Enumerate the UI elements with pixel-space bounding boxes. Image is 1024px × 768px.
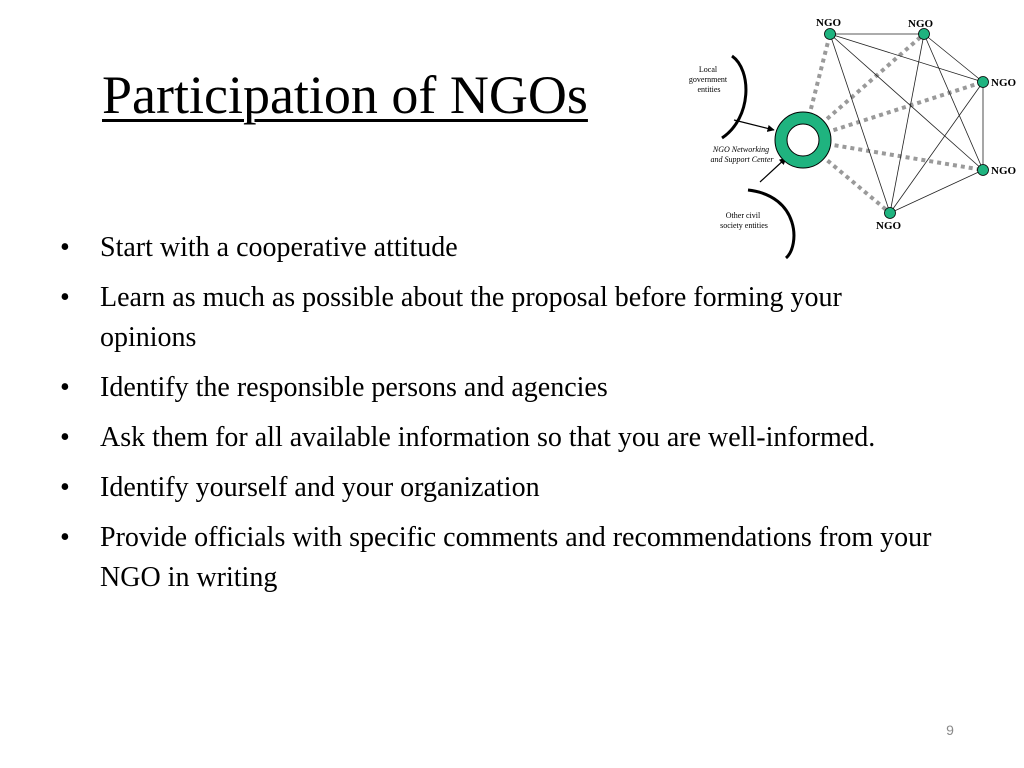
bullet-text: Provide officials with specific comments and recommendations from your NGO in writing — [100, 522, 932, 593]
ngo-node — [825, 29, 836, 40]
local-government-label-line: entities — [697, 85, 721, 94]
bullet-marker: • — [60, 282, 70, 313]
bullet-list — [60, 228, 940, 608]
ngo-node-label: NGO — [876, 220, 902, 232]
bullet-text: Learn as much as possible about the proposal before forming your opinions — [100, 282, 842, 353]
civil-society-label-line: Other civil — [725, 211, 761, 220]
solid-links — [830, 34, 983, 213]
page-number: 9 — [946, 722, 954, 738]
bullet-marker: • — [60, 472, 70, 503]
bullet-text: Start with a cooperative attitude — [100, 232, 458, 263]
bullet-marker: • — [60, 232, 70, 263]
local-government-arrow — [734, 120, 774, 130]
ngo-node — [978, 77, 989, 88]
bullet-item — [60, 518, 940, 598]
ngo-node — [919, 29, 930, 40]
ngo-node — [978, 165, 989, 176]
ngo-node — [885, 208, 896, 219]
ngo-node-label: NGO — [908, 18, 934, 30]
ngo-node-label: NGO — [991, 77, 1017, 89]
bullet-item — [60, 368, 940, 408]
bullet-item — [60, 228, 940, 268]
center-ring — [781, 118, 825, 162]
local-government-label-line: government — [688, 75, 728, 84]
center-label-line: and Support Center — [710, 155, 774, 164]
dotted-links — [803, 34, 983, 213]
center-label-line: NGO Networking — [712, 145, 770, 154]
bullet-item — [60, 418, 940, 458]
local-government-label — [689, 65, 729, 94]
civil-society-label-line: society entities — [720, 221, 768, 230]
ngo-node-label: NGO — [991, 165, 1017, 177]
center-label — [710, 145, 774, 164]
bullet-text: Ask them for all available information so that you are well-informed. — [100, 422, 876, 453]
local-government-label-line: Local — [698, 65, 718, 74]
bullet-marker: • — [60, 522, 70, 553]
bullet-marker: • — [60, 372, 70, 403]
bullet-item — [60, 278, 940, 358]
bullet-item — [60, 468, 940, 508]
bullet-text: Identify the responsible persons and agencies — [100, 372, 608, 403]
bullet-text: Identify yourself and your organization — [100, 472, 540, 503]
bullet-marker: • — [60, 422, 70, 453]
ngo-node-label: NGO — [816, 17, 842, 29]
slide-title: Participation of NGOs — [102, 65, 588, 125]
local-government-arc — [722, 56, 746, 138]
